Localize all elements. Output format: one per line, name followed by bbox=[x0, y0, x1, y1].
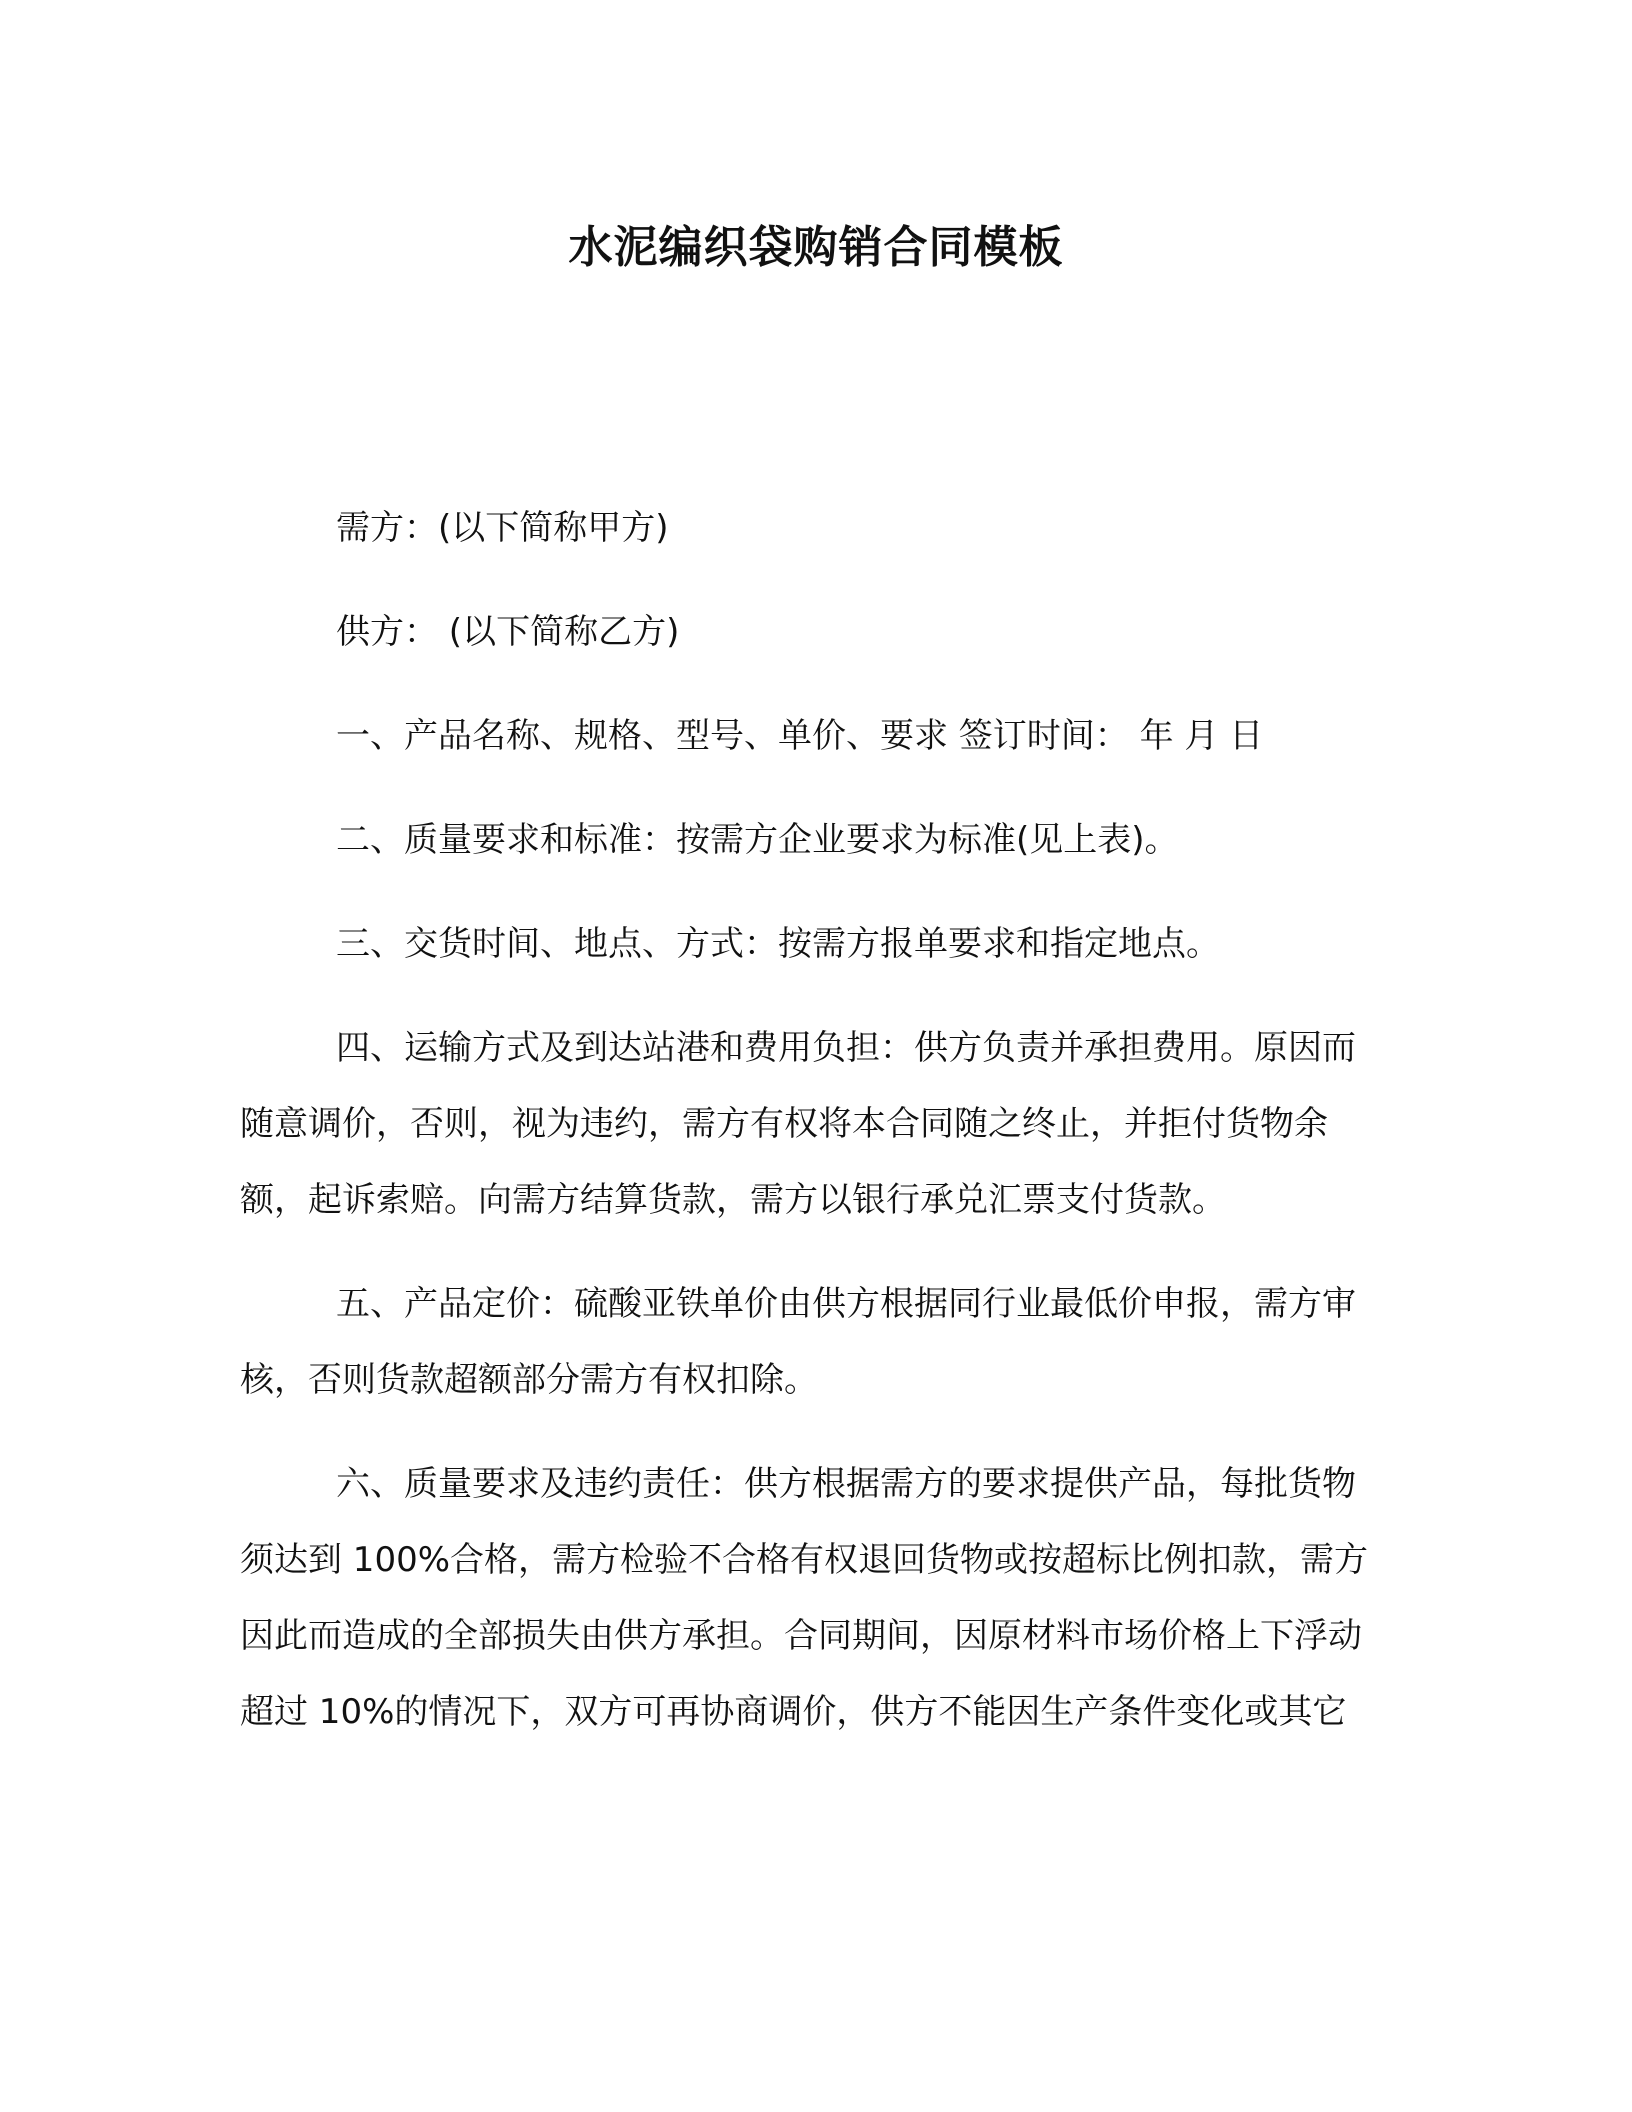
supplier-line: 供方： (以下简称乙方) bbox=[336, 612, 680, 652]
clause-2: 二、质量要求和标准：按需方企业要求为标准(见上表)。 bbox=[336, 820, 1179, 860]
buyer-line: 需方：(以下简称甲方) bbox=[336, 508, 669, 548]
document-body bbox=[240, 490, 1372, 1778]
clause-4: 四、运输方式及到达站港和费用负担：供方负责并承担费用。原因而随意调价，否则，视为违约，需方有权将本合同随之终止，并拒付货物余额，起诉索赔。向需方结算货款，需方以银行承兑汇票支付货款。 bbox=[240, 1028, 1356, 1220]
clause-1: 一、产品名称、规格、型号、单价、要求 签订时间： 年 月 日 bbox=[336, 716, 1264, 756]
document-title: 水泥编织袋购销合同模板 bbox=[568, 222, 1064, 273]
clause-5: 五、产品定价：硫酸亚铁单价由供方根据同行业最低价申报，需方审核，否则货款超额部分需方有权扣除。 bbox=[240, 1284, 1356, 1400]
clause-3: 三、交货时间、地点、方式：按需方报单要求和指定地点。 bbox=[336, 924, 1220, 964]
clause-6: 六、质量要求及违约责任：供方根据需方的要求提供产品，每批货物须达到 100%合格，需方检验不合格有权退回货物或按超标比例扣款，需方因此而造成的全部损失由供方承担。合同期间，因原材料市场价格上下浮动超过 10%的情况下，双方可再协商调价，供方不能因生产条件变化或其它 bbox=[240, 1464, 1369, 1732]
